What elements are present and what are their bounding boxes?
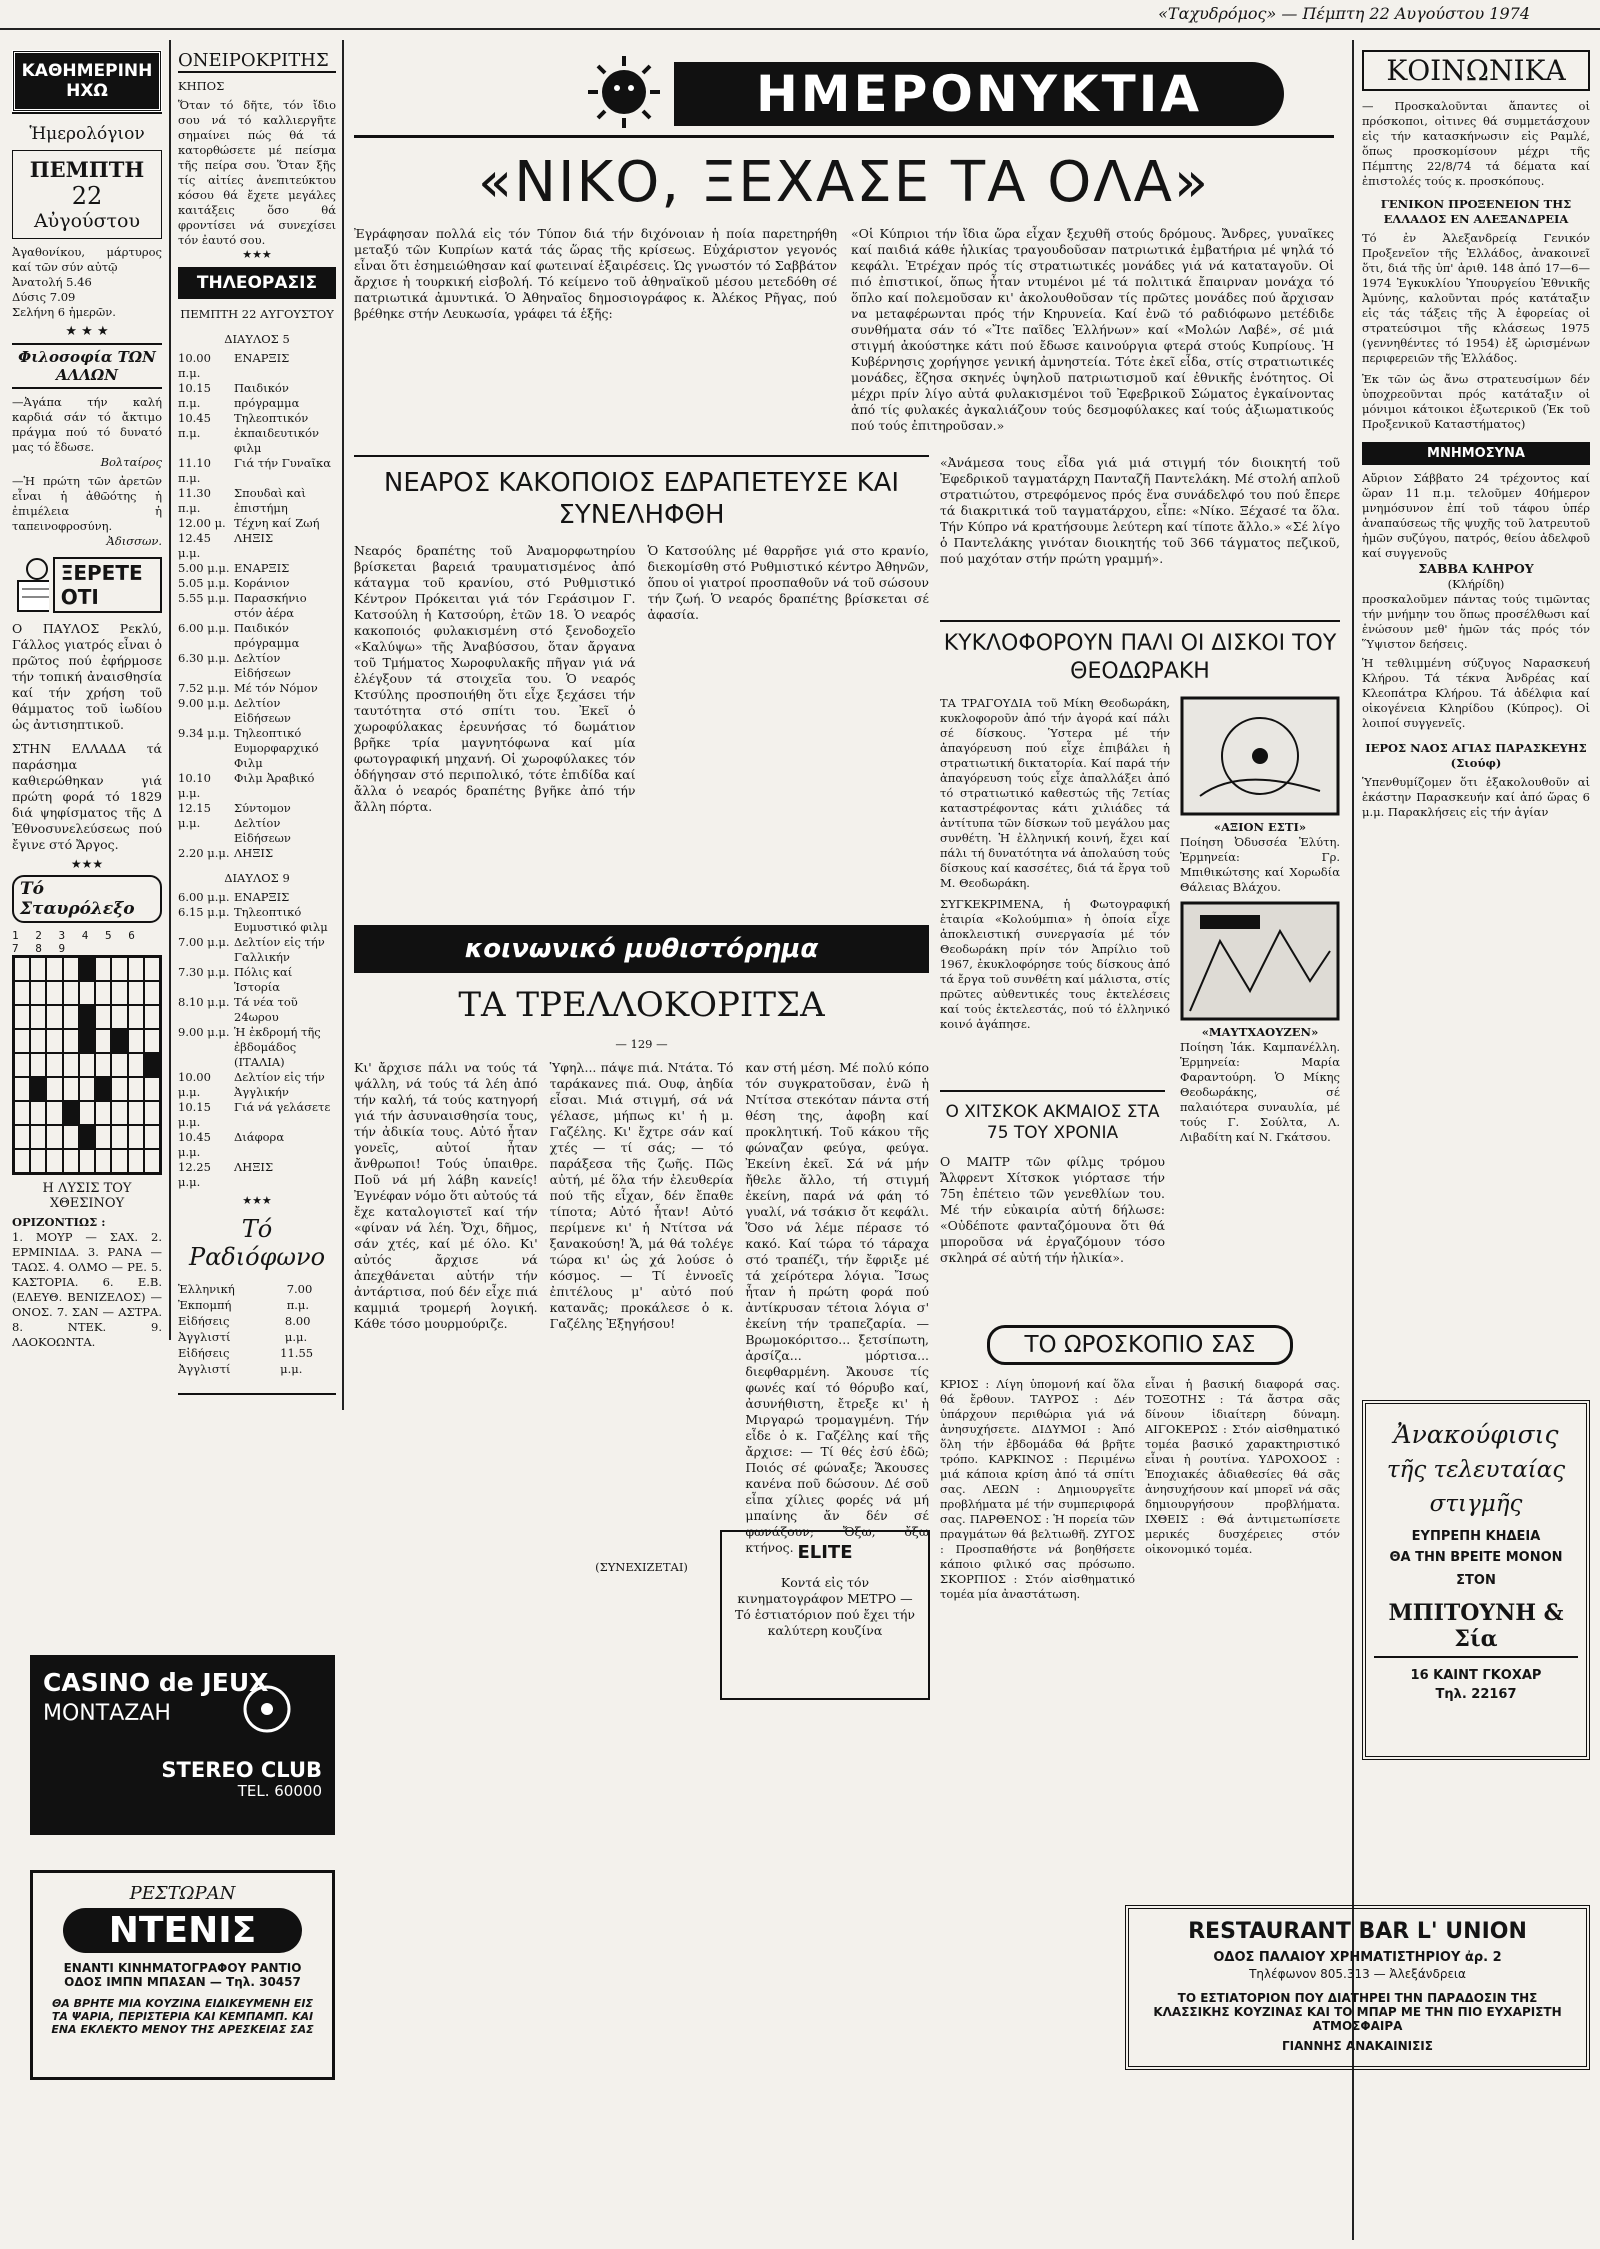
tv-program-row — [178, 935, 336, 965]
almanac-line: Σελήνη 6 ἡμερῶν. — [12, 305, 116, 319]
tv-programs-5 — [178, 351, 336, 861]
sun-moon-icon — [584, 52, 664, 132]
fact: ΣΤΗΝ ΕΛΛΑΔΑ τά παράσημα καθιερώθηκαν γιά πρώτη φορά τό 1829 διά ψηφίσματος τῆς Δ Ἐθνοσυνελεύσεως πού ἔγινε στό Ἄργος. — [12, 741, 162, 852]
denis-ad — [30, 1870, 335, 2080]
discs-images — [1180, 696, 1340, 1145]
radio-name: Ἑλληνική Ἐκπομπή — [178, 1282, 235, 1312]
fact: Ο ΠΑΥΛΟΣ Ρεκλύ, Γάλλος γιατρός εἶναι ὁ πρῶτος πού ἐφήρμοσε τήν τοπική ἀναισθησία καί τήν χρήση τοῦ θάμματος τοῦ ἰωδίου ὡς ἀντισηπτικοῦ. — [12, 621, 162, 732]
music-icon — [212, 1684, 322, 1734]
social-column — [1362, 50, 1590, 1330]
tv-program-row — [178, 890, 336, 905]
program-title: Τά νέα τοῦ 24ωρου — [234, 995, 298, 1024]
funeral-phone: Τηλ. 22167 — [1435, 1687, 1517, 1702]
album-caption: Ποίηση Ὀδυσσέα Ἐλύτη. Ἑρμηνεία: Γρ. Μπιθικώτσης καί Χορωδία Θάλειας Βλάχου. — [1180, 835, 1340, 894]
funeral-line: τῆς τελευταίας — [1386, 1457, 1566, 1483]
funeral-ad — [1362, 1400, 1590, 1760]
tv-program-row — [178, 531, 336, 561]
elite-ad — [720, 1530, 930, 1700]
tv-program-row — [178, 456, 336, 486]
denis-label: ΡΕΣΤΩΡΑΝ — [129, 1883, 236, 1904]
tv-program-row — [178, 696, 336, 726]
social-subtitle: ΓΕΝΙΚΟΝ ΠΡΟΞΕΝΕΙΟΝ ΤΗΣ ΕΛΛΑΔΟΣ ΕΝ ΑΛΕΞΑΝΔΡΕΙΑ — [1380, 197, 1572, 226]
radio-time: 11.55 μ.μ. — [280, 1346, 314, 1376]
casino-ad — [30, 1655, 335, 1835]
tv-program-row — [178, 1025, 336, 1070]
elite-text: Κοντά εἰς τόν κινηματογράφον ΜΕΤΡΟ — Τό ἑστιατόριον πού ἔχει τήν καλύτερη κουζίνα — [734, 1575, 916, 1638]
program-title: ΕΝΑΡΞΙΣ — [234, 561, 290, 575]
denis-phone: ΟΔΟΣ ΙΜΠΝ ΜΠΑΣΑΝ — Τηλ. 30457 — [64, 1975, 301, 1989]
escape-text: Ὁ Κατσούλης μέ θαρρῆσε γιά στο κρανίο, διεκομίσθη στό Ρυθμιστικό κέντρο Ἀθηνῶν, ὅπου οἱ γιατροί προσπαθοῦν νά τοῦ σώσουν τήν ζωή. Ὁ νεαρός δραπέτης βρίσκεται σέ ἀφασία. — [647, 543, 929, 622]
program-time: 12.00 μ. — [178, 516, 226, 530]
novel-episode: — 129 — — [615, 1037, 668, 1051]
discs-text: ΤΑ ΤΡΑΓΟΥΔΙΑ τοῦ Μίκη Θεοδωράκη, κυκλοφοροῦν ἀπό τήν ἀγορά καί πάλι σέ δίσκους. Ὑστερα μέ τήν ἀπαγόρευση πού εἶχε ἐπιβάλει ἡ στρατιωτική δικτατορία. Καί παρά τήν ἀπαγόρευση τούς εἶχε ἀπαλλάξει ἀπό τό στρατιωτικό καθεστώς τῆς 7ετίας καταστρέφοντας κάτι χιλιάδες τά ἀντίτυπα τῶν δίσκων τοῦ μεγάλου μας συνθέτη. Ἡ ἐλληνική κοινή, ἔχει καί πάλι τή δυνατότητα νά ἀπολαύση τούς δίσκους καί κασσέτες, διά τά ἔργα τοῦ Μ. Θεοδωράκη. — [940, 696, 1170, 890]
horizontal-label: ΟΡΙΖΟΝΤΙΩΣ : — [12, 1215, 106, 1229]
album-caption-title: «ΜΑΥΤΧΑΟΥΖΕΝ» — [1201, 1025, 1319, 1039]
program-time: 8.10 μ.μ. — [178, 995, 230, 1009]
horizontal-answers: 1. ΜΟΥΡ — ΣΑΧ. 2. ΕΡΜΙΝΙΔΑ. 3. ΡΑΝΑ — ΤΑΩΣ. 4. ΟΛΜΟ — ΡΕ. 5. ΚΑΣΤΟΡΙΑ. 6. Ε.Β. (ΕΛΕΥΘ. ΒΕΝΙΖΕΛΟΣ) — ΟΝΟΣ. 7. ΣΑΝ — ΑΣΤΡΑ. 8. ΝΤΕΚ. 9. ΛΑΟΚΟΩΝΤΑ. — [12, 1230, 162, 1349]
lead-article — [354, 150, 1334, 500]
reader-illustration-icon — [12, 555, 49, 615]
masthead-title: ΗΜΕΡΟΝΥΚΤΙΑ — [674, 62, 1284, 126]
quote-author: Ἀδισσων. — [106, 534, 162, 548]
deceased-origin: (Κλήρίδη) — [1447, 577, 1505, 591]
horoscope-title: ΤΟ ΩΡΟΣΚΟΠΙΟ ΣΑΣ — [987, 1325, 1293, 1365]
program-title: Παιδικόν πρόγραμμα — [234, 381, 300, 410]
casino-title: CASINO de JEUX — [43, 1668, 269, 1697]
lead-body — [354, 226, 1334, 434]
dateline: «Ταχυδρόμος» — Πέμπτη 22 Αυγούστου 1974 — [1158, 4, 1530, 23]
second-column: ΟΝΕΙΡΟΚΡΙΤΗΣ ΚΗΠΟΣ Ὅταν τό δῆτε, τόν ἴδιο σου νά τό καλλιεργῆτε σημαίνει πώς θά τά κατορθώσετε μέ πείσμα τῆς πείρα σου. Ὅταν ξῆς τίς αἰτίες ἀνεπιτεύκτου κόσου θά ἔχετε μεγάλες καιτάξεις ὅσο θά φροντίσει νά συνεχίσει τόν ἐαυτό σου. ★★★ ΤΗΛΕΟΡΑΣΙΣ ΠΕΜΠΤΗ 22 ΑΥΓΟΥΣΤΟΥ ΔΙΑΥΛΟΣ 5 10.00 π.μ. ΕΝΑΡΞΙΣ 10.15 π.μ. Παιδικόν πρόγραμμα 10.45 π.μ. Τηλεοπτικόν ἐκπαιδευτικόν φιλμ 11.10 π.μ. Γιά τήν Γυναῖκα 11.30 π.μ. Σπουδαὶ καὶ ἐπιστήμη 12.00 μ. Τέχνη καί Ζωή 12.45 μ.μ. ΛΗΞΙΣ 5.00 μ.μ. ΕΝΑΡΞΙΣ 5.05 μ.μ. Κοράνιον 5.55 μ.μ. Παρασκήνιο στόν ἀέρα 6.00 μ.μ. Παιδικόν πρόγραμμα 6.30 μ.μ. Δελτίον Εἰδήσεων 7.52 μ.μ. Μέ τόν Νόμον 9.00 μ.μ. Δελτίον Εἰδήσεων 9.34 μ.μ. Τηλεοπτικό Ευμορφαρχικό Φιλμ 10.10 μ.μ. Φιλμ Ἀραβικό 12.15 μ.μ. Σύντομον Δελτίον Εἰδήσεων 2.20 μ.μ. ΛΗΞΙΣ ΔΙΑΥΛΟΣ 9 6.00 μ.μ. ΕΝΑΡΞΙΣ 6.15 μ.μ. Τηλεοπτικό Ευμυστικό φιλμ 7.00 μ.μ. Δελτίον εἰς τήν Γαλλικήν 7.30 μ.μ. Πόλις καί Ἱστορία 8.10 μ.μ. Τά νέα τοῦ 24ωρου 9.00 μ.μ. Ἡ ἐκδρομή τῆς ἐβδομάδος (ΙΤΑΛΙΑ) 10.00 μ.μ. Δελτίον εἰς τήν Ἀγγλικήν 10.15 μ.μ. Γιά νά γελάσετε 10.45 μ.μ. Διάφορα 12.25 μ.μ. ΛΗΞΙΣ ★★★ Τό Ραδιόφωνο Ἑλληνική Ἐκπομπή 7.00 π.μ. Εἰδήσεις Ἀγγλιστί 8.00 μ.μ. Εἰδήσεις Ἀγγλιστί 11.55 μ.μ. — [178, 50, 336, 1410]
program-title: Γιά νά γελάσετε — [234, 1100, 331, 1114]
radio-row — [178, 1281, 336, 1313]
month-name: Αὐγούστου — [33, 210, 141, 232]
radio-name: Εἰδήσεις Ἀγγλιστί — [178, 1346, 231, 1376]
union-slogan: ΤΟ ΕΣΤΙΑΤΟΡΙΟΝ ΠΟΥ ΔΙΑΤΗΡΕΙ ΤΗΝ ΠΑΡΑΔΟΣΙΝ ΤΗΣ ΚΛΑΣΣΙΚΗΣ ΚΟΥΖΙΝΑΣ ΚΑΙ ΤΟ ΜΠΑΡ ΜΕ ΤΗΝ ΠΙΟ ΕΥΧΑΡΙΣΤΗ ΑΤΜΟΣΦΑΙΡΑ — [1153, 1991, 1562, 2033]
program-title: ΛΗΞΙΣ — [234, 1160, 274, 1174]
elite-name: ELITE — [797, 1542, 853, 1563]
casino-phone: TEL. 60000 — [237, 1782, 322, 1800]
program-time: 10.45 μ.μ. — [178, 1130, 211, 1159]
lead-continuation — [940, 455, 1340, 605]
tv-program-row — [178, 905, 336, 935]
program-title: Σύντομον Δελτίον Εἰδήσεων — [234, 801, 291, 845]
funeral-line: ΘΑ ΤΗΝ ΒΡΕΙΤΕ ΜΟΝΟΝ — [1389, 1550, 1563, 1565]
program-time: 12.25 μ.μ. — [178, 1160, 211, 1189]
funeral-line: στιγμῆς — [1429, 1491, 1523, 1517]
program-title: Δελτίον εἰς τήν Γαλλικήν — [234, 935, 325, 964]
tv-program-row — [178, 965, 336, 995]
tv-program-row — [178, 381, 336, 411]
radio-time: 8.00 μ.μ. — [284, 1314, 311, 1344]
tv-program-row — [178, 411, 336, 456]
dream-title: ΟΝΕΙΡΟΚΡΙΤΗΣ — [178, 50, 336, 73]
funeral-line: Ἀνακούφισις — [1393, 1420, 1559, 1449]
funeral-line: ΕΥΠΡΕΠΗ ΚΗΔΕΙΑ — [1411, 1529, 1541, 1544]
program-time: 10.10 μ.μ. — [178, 771, 211, 800]
mnemosyna-text: Αὔριον Σάββατο 24 τρέχοντος καί ὥραν 11 π.μ. τελοῦμεν 40ήμερον μνημόσυνον ἐπί τοῦ τάφου ὑπέρ ἀναπαύσεως τῆς ψυχῆς τοῦ λατρευτοῦ ἡμῶν συζύγου, πατρός, θείου ἀδελφοῦ καί συγγενοῦς — [1362, 471, 1590, 560]
xerete-label: ΞΕΡΕΤΕ ΟΤΙ — [53, 557, 162, 613]
program-time: 6.30 μ.μ. — [178, 651, 230, 665]
program-time: 10.00 π.μ. — [178, 351, 211, 380]
date-number: 22 — [71, 182, 103, 210]
tv-program-row — [178, 801, 336, 846]
album-caption: Ποίηση Ἰάκ. Καμπανέλλη. Ἑρμηνεία: Μαρία Φαραντούρη. Ὁ Μίκης Θεοδωράκης, σέ παλαιότερα συναυλία, μέ τούς Γ. Σούλτα, Λ. Λιβαδίτη καί Ν. Γκάτσου. — [1180, 1040, 1340, 1144]
union-ad — [1125, 1905, 1590, 2070]
almanac-line: Ἀγαθονίκου, μάρτυρος καί τῶν σύν αὐτῷ — [12, 245, 162, 274]
radio-row — [178, 1345, 336, 1377]
novel-continued: (ΣΥΝΕΧΙΖΕΤΑΙ) — [595, 1560, 688, 1574]
xerete-header — [12, 555, 162, 615]
social-text: Τό ἐν Ἀλεξανδρείᾳ Γενικόν Προξενεῖον τῆς Ἑλλάδος, ἀνακοινεῖ ὅτι, διά τῆς ὑπ' ἀριθ. 148 ἀπό 17—6—1974 Ἐγκυκλίου Ὑπουργείου Ἐθνικῆς Ἀμύνης, καλοῦνται πρός κατάταξιν εἰς τάς τάξεις τῆς Ἀ ἐφορείας οἱ στρατεύσιμοι τῆς κλάσεως 1975 (γεννηθέντες τό 1954) ἐξ ὡρισμένων περιφερειῶν τῆς Ἑλλάδος. — [1362, 231, 1590, 365]
denis-slogan: ΘΑ ΒΡΗΤΕ ΜΙΑ ΚΟΥΖΙΝΑ ΕΙΔΙΚΕΥΜΕΝΗ ΕΙΣ ΤΑ ΨΑΡΙΑ, ΠΕΡΙΣΤΕΡΙΑ ΚΑΙ ΚΕΜΠΑΜΠ. ΚΑΙ ΕΝΑ ΕΚΛΕΚΤΟ ΜΕΝΟΥ ΤΗΣ ΑΡΕΣΚΕΙΑΣ ΣΑΣ — [51, 1997, 314, 2036]
almanac-line: Ἀνατολή 5.46 — [12, 275, 92, 289]
masthead — [354, 48, 1334, 138]
tv-program-row — [178, 726, 336, 771]
funeral-line: ΣΤΟΝ — [1456, 1573, 1496, 1588]
program-time: 7.00 μ.μ. — [178, 935, 230, 949]
lead-text: Ἐγράφησαν πολλά εἰς τόν Τύπον διά τήν διχόνοιαν ἡ ποία παρετηρήθη μεταξύ τῶν Κυπρίων κατά τάς ὥρας τῆς κρίσεως. Εὐχάριστον γεγονός εἶναι ὅτι ἐσημειώθησαν καί φωτειναί ἐξαιρέσεις. Ὡς γνωστόν τό Σαββάτον ἄρχισε ἡ τουρκική εἰσβολή. Τό κείμενο τοῦ ἀθηναϊκοῦ μέσου μετεδόθη σέ πατριωτικά ἀμυντικά. Ὁ Ἀθηναῖος δημοσιογράφος κ. Ἀλέκος Ρῆγας, πού βρέθηκε στήν Λευκωσία, γράφει τά ἑξῆς: — [354, 226, 837, 321]
horoscope-text: εἶναι ἡ βασική διαφορά σας. ΤΟΞΟΤΗΣ : Τά ἄστρα σᾶς δίνουν ἰδιαίτερη δύναμη. ΑΙΓΟΚΕΡΩΣ : Στόν αἰσθηματικό τομέα βασικό χαρακτηριστικό εἶναι ἡ ρουτίνα. ΥΔΡΟΧΟΟΣ : Ἐποχιακές ἀδιαθεσίες θά σᾶς ἀνησυχήσουν καί μπορεῖ νά σᾶς δημιουργήσουν προβλήματα. ΙΧΘΕΙΣ : Θά ἀντιμετωπίσετε μερικές δυσχέρειες στόν οἰκονομικό τομέα. — [1145, 1377, 1340, 1556]
left-column: ΚΑΘΗΜΕΡΙΝΗ ΗΧΩ Ἡμερολόγιον ΠΕΜΠΤΗ 22 Αὐγούστου Ἀγαθονίκου, μάρτυρος καί τῶν σύν αὐτῷ Ἀνατολή 5.46 Δύσις 7.09 Σελήνη 6 ἡμερῶν. ★ ★ ★ Φιλοσοφία ΤΩΝ ΑΛΛΩΝ —Ἀγάπα τήν καλή καρδιά σάν τό ἄκτιμο πράγμα πού τό δυνατό μας τό ἔδωσε. Βολταίρος —Ἡ πρώτη τῶν ἀρετῶν εἶναι ἡ ἀθῶότης ἡ ἐπιμέλεια ἡ ταπεινοφροσύνη. Ἀδισσων. ΞΕΡΕΤΕ ΟΤΙ Ο ΠΑΥΛΟΣ Ρεκλύ, Γάλλος γιατρός εἶναι ὁ πρῶτος πού ἐφήρμοσε τήν τοπική ἀναισθησία καί τήν χρήση τοῦ θάμματος τοῦ ἰωδίου ὡς ἀντισηπτικοῦ. ΣΤΗΝ ΕΛΛΑΔΑ τά παράσημα καθιερώθηκαν γιά πρώτη φορά τό 1829 διά ψηφίσματος τῆς Δ Ἐθνοσυνελεύσεως πού ἔγινε στό Ἄργος. ★★★ Τό Σταυρόλεξο 1 2 3 4 5 6 7 8 9 Η ΛΥΣΙΣ ΤΟΥ ΧΘΕΣΙΝΟΥ ΟΡΙΖΟΝΤΙΩΣ : 1. ΜΟΥΡ — ΣΑΧ. 2. ΕΡΜΙΝΙΔΑ. 3. ΡΑΝΑ — ΤΑΩΣ. 4. ΟΛΜΟ — ΡΕ. 5. ΚΑΣΤΟΡΙΑ. 6. Ε.Β. (ΕΛΕΥΘ. ΒΕΝΙΖΕΛΟΣ) — ΟΝΟΣ. 7. ΣΑΝ — ΑΣΤΡΑ. 8. ΝΤΕΚ. 9. ΛΑΟΚΟΩΝΤΑ. — [12, 50, 162, 1350]
novel-text: καν στή μέση. Μέ πολύ κόπο τόν συγκρατοῦσαν, ἐνῶ ἡ Ντίτσα στεκόταν πάντα στή θέση της, ἀφοβη καί προκλητική. Τοῦ κάκου τῆς φώναζαν φεύγα, φεύγα. Ἐκείνη ἐκεῖ. Σά νά μήν ἤθελε ἄλλο, τή στιγμή ἐκείνη, παρά νά φάη τό γυαλί, νά τσάκισ ὄτ κεφάλι. Ὅσο νά λέμε πέρασε τό κακό. Καί τώρα τό τάραχα στό τραπέζι, τήν ἔφριξε μέ τά χείρότερα λόγια. Ἴσως ἦταν ἡ πρώτη φορά πού ἀντίκρυσαν τέτοια λόγια σ' ἐκείνη τήν τραπεζαρία. — Βρωμοκόριτσο... ξετσίπωτη, ἀρσίζα... μόρτισα... διεφθαρμένη. Ἄκουσε τίς φωνές καί τό θόρυβο καί, ἀσυνήθιστη, ἔτρεξε κι' ἡ Μιργαρώ τρομαγμένη. Τήν εἶδε ὁ κ. Γαζέλης καί τῆς ἄρχισε: — Τί θές ἐσύ ἐδῶ; Ποιός σέ φώναξε; Ἄκουσες κανένα ποῦ δώσουν. Δέ σοῦ εἶπα χίλιες φορές νά μή μπαίνης ἄν δέν σέ φωνάζουν; Ὄξω, ὄξω κτήνος. — [745, 1060, 930, 1555]
program-time: 10.45 π.μ. — [178, 411, 211, 440]
church-text: Ὑπενθυμίζομεν ὅτι ἑξακολουθοῦν αἱ ἑκάστην Παρασκευήν καί ἀπό ὥρας 6 μ.μ. Παρακλήσεις εἰς τήν ἁγίαν — [1362, 775, 1590, 819]
program-time: 10.15 μ.μ. — [178, 1100, 211, 1129]
program-title: Τέχνη καί Ζωή — [234, 516, 320, 530]
program-time: 6.00 μ.μ. — [178, 621, 230, 635]
quote: —Ἀγάπα τήν καλή καρδιά σάν τό ἄκτιμο πράγμα πού τό δυνατό μας τό ἔδωσε. — [12, 395, 162, 454]
program-title: Παιδικόν πρόγραμμα — [234, 621, 300, 650]
crossword-title: Τό Σταυρόλεξο — [12, 875, 162, 923]
union-name: RESTAURANT BAR L' UNION — [1188, 1919, 1527, 1944]
album-cover-image — [1180, 901, 1340, 1021]
social-text: — Προσκαλοῦνται ἅπαντες οἱ πρόσκοποι, οἱτινες θά συμμετάσχουν εἰς τήν κατασκήνωσιν εἰς Ραμλέ, ὅπως προσκομίσουν μέχρι τῆς Πέμπτης 22/8/74 τά δέματα καί ἐπιστολές τούς κ. προσκόπους. — [1362, 99, 1590, 188]
philosophy-title: Φιλοσοφία ΤΩΝ ΑΛΛΩΝ — [12, 343, 162, 389]
album-cover-image — [1180, 696, 1340, 816]
tv-program-row — [178, 1100, 336, 1130]
mnemosyna-text: προσκαλοῦμεν πάντας τούς τιμῶντας τήν μνήμην του ὅπως προσέλθωσι καί ἑνώσουν μεθ' ἡμῶν τάς πρός τόν Ὕψιστον δεήσεις. — [1362, 592, 1590, 651]
escape-article — [354, 455, 929, 915]
union-phone: Τηλέφωνον 805.313 — Ἀλεξάνδρεια — [1249, 1967, 1466, 1981]
program-time: 7.52 μ.μ. — [178, 681, 230, 695]
program-title: Κοράνιον — [234, 576, 290, 590]
program-title: Τηλεοπτικό Ευμορφαρχικό Φιλμ — [234, 726, 319, 770]
program-time: 9.00 μ.μ. — [178, 696, 230, 710]
tv-program-row — [178, 351, 336, 381]
date-box — [12, 150, 162, 239]
tv-program-row — [178, 1160, 336, 1190]
novel-title: ΤΑ ΤΡΕΛΛΟΚΟΡΙΤΣΑ — [458, 985, 825, 1025]
program-title: Δελτίον Εἰδήσεων — [234, 651, 291, 680]
denis-address: ΕΝΑΝΤΙ ΚΙΝΗΜΑΤΟΓΡΑΦΟΥ ΡΑΝΤΙΟ — [63, 1961, 302, 1975]
lead-text: «Οἱ Κύπριοι τήν ἴδια ὥρα εἶχαν ξεχυθῆ στούς δρόμους. Ἄνδρες, γυναῖκες καί παιδιά κάθε ἡλικίας τραγουδοῦσαν πατριωτικά ἐμβατήρια μέ ψηλά τό κεφάλι. Ἐτρέχαν πρός τίς στρατιωτικές μονάδες γιά νά καταταγοῦν. Οἱ πιό ἐπιστικοί, ὅπως ἦταν ντυμένοι μέ τά πολιτικά ἔπαιρναν μονάχα τό ὅπλο καί πολεμοῦσαν κι' ἀκολουθοῦσαν τίς πρῶτες μονάδες πού ἄρχισαν να μεταφέρωνται πρός τήν Κηρυνεία. Καί ἐνῶ τό ραδιόφωνο μετέδιδε συνθήματα σάν τό «Ἴτε παῖδες Ἑλλήνων» καί «Μολών Λαβέ», σέ μιά στιγμή ἀκούστηκε κάτι πού ἔδωσε καινούργια φτερά στούς Κυπρίους. Ἡ Κυβέρνησις χορήγησε γενική ἀμνηστεία. Τότε ἐκεῖ εἶδα, στίς στρατιωτικές μονάδες, ἔζησα σκηνές ὑψηλοῦ πατριωτισμοῦ καί ἐθνικῆς ἑνότητος. Οἱ μέχρι πρίν λίγο αὐτά φυλακισμένοι τοῦ Ἐφεβρικοῦ Σώματος ἐγκαίνοντας ἀπό τίς φυλακές ἀγκαλιάζουν τούς δεσμοφύλακες καί τούς ἀξιωματικούς πού τούς ἐπιτηροῦσαν.» — [851, 226, 1334, 433]
program-time: 12.15 μ.μ. — [178, 801, 211, 830]
program-title: Ἡ ἐκδρομή τῆς ἐβδομάδος (ΙΤΑΛΙΑ) — [234, 1025, 321, 1069]
almanac-line: Δύσις 7.09 — [12, 290, 76, 304]
dream-text: Ὅταν τό δῆτε, τόν ἴδιο σου νά τό καλλιεργῆτε σημαίνει πώς θά τά κατορθώσετε μέ πείσμα τῆς πείρα σου. Ὅταν ξῆς τίς αἰτίες ἀνεπιτεύκτου κόσου θά ἔχετε μεγάλες καιτάξεις ὅσο θά φροντίσει νά συνεχίσει τόν ἐαυτό σου. — [178, 98, 336, 247]
program-time: 5.05 μ.μ. — [178, 576, 230, 590]
day-name: ΠΕΜΠΤΗ — [29, 157, 145, 182]
radio-row — [178, 1313, 336, 1345]
dream-keyword: ΚΗΠΟΣ — [178, 79, 225, 93]
social-title: ΚΟΙΝΩΝΙΚΑ — [1362, 50, 1590, 91]
radio-time: 7.00 π.μ. — [286, 1282, 313, 1312]
program-title: Πόλις καί Ἱστορία — [234, 965, 293, 994]
crossword-numbers: 1 2 3 4 5 6 7 8 9 — [12, 929, 140, 955]
novel-section — [354, 925, 929, 1885]
program-title: ΛΗΞΙΣ — [234, 846, 274, 860]
horoscope-text: ΚΡΙΟΣ : Λίγη ὑπομονή καί ὅλα θά ἔρθουν. ΤΑΥΡΟΣ : Δέν ὑπάρχουν περιθώρια γιά νά ἀνησυχήσετε. ΔΙΔΥΜΟΙ : Ἀπό ὅλη τήν ἑβδομάδα θά βρῆτε τρόπο. ΚΑΡΚΙΝΟΣ : Περιμένω μιά κάποια κρίση ἀπό τά σπίτι σας. ΛΕΩΝ : Δημιουργεῖτε προβλήματα μέ τήν συμπεριφορά σας. ΠΑΡΘΕΝΟΣ : Ἡ πορεία τῶν πραγμάτων θά βελτιωθῆ. ΖΥΓΟΣ : Προσπαθήστε νά βοηθήσετε κάποιο φιλικό σας πρόσωπο. ΣΚΟΡΠΙΟΣ : Στόν αἰσθηματικό τομέα μία ἀναστάτωση. — [940, 1377, 1135, 1601]
column-rule — [169, 40, 171, 1340]
radio-name: Εἰδήσεις Ἀγγλιστί — [178, 1314, 231, 1344]
escape-text: Νεαρός δραπέτης τοῦ Ἀναμορφωτηρίου βρίσκεται βαρειά τραυματισμένος ἀπό κάταγμα τοῦ κρανίου, στό Ρυθμιστικό Κέντρον Πρόκειται γιά τόν Γεράσιμον Γ. Κατσούλη ἡ Κατσούρη, ἐτῶν 18. Ὁ νεαρός κακοποιός φυλακισμένη στό ξενοδοχεῖο «Καλύψω» τῆς Ἀναβύσσου, ὅταν ἄργανα τοῦ Τμήματος Χωροφυλακῆς πῆγαν γιά νά ἐλέγξουν τά στοιχεῖα του. Ὁ νεαρός Κτσύλης προσποιήθη ὅτι εἶχε ξεχάσει τήν ταυτότητα στό σπίτι του. Ἐκεῖ ὁ χωροφύλακας ἐρευνήσας τό δωμάτιον βρῆκε τρία μαγνητόφωνα καί μία φωτογραφική μηχανή. Οἱ χωροφύλακες τόν ὁδήγησαν στό περιπολικό, τότε ἐπιδίδα καί ἄλλα ὁ νεαρός δραπέτης βγῆκε ἀπό τήν ἄλλη πόρτα. — [354, 543, 636, 814]
tv-program-row — [178, 1070, 336, 1100]
program-time: 12.45 μ.μ. — [178, 531, 211, 560]
program-title: Μέ τόν Νόμον — [234, 681, 318, 695]
radio-list — [178, 1281, 336, 1377]
program-title: Δελτίον Εἰδήσεων — [234, 696, 291, 725]
union-owner: ΓΙΑΝΝΗΣ ΑΝΑΚΑΙΝΙΣΙΣ — [1282, 2039, 1433, 2053]
novel-text: Κι' ἄρχισε πάλι να τούς τά ψάλλη, νά τούς τά λέη ἀπό τήν καλή, τά τούς κατηγορή γιά τήν ἀσυναισθησία τους, τήν ἀδικία τους. Αὐτό ἦταν γονεῖς, αὐτοί ἦταν ἄνθρωποι! Τούς ὑπαιθρε. Ποῦ νά μή λάβη κανείς! Ἐγνέφαν νόμο ὅτι αὐτούς τά ἔχε καταλογιστεῖ καί τήν «φίναν νά λέη. Ὄχι, δῆμος, σάν χτές, καί μέ όλο. Κι' αὐτός ἄρχισε νά ἀπεχθάνεται αὐτήν τήν ἀντάρτισα, πού δέν εἶχε πιά καμμιά τρομερή λογική. Κάθε τόσο μουρμούριζε. — [354, 1060, 538, 1331]
tv-date: ΠΕΜΠΤΗ 22 ΑΥΓΟΥΣΤΟΥ — [180, 307, 334, 321]
novel-text: Ὑφηλ... πάψε πιά. Ντάτα. Τό ταράκανες πιά. Ουφ, ἀηδία εἶσαι. Μιά στιγμή, σά νά γέλασε, μήπως κι' ἡ μ. Γαζέλης. Κι' ἔχτρε σάν καί χτές — τί σάς; — τό παράξεσα τῆς ζωῆς. Πῶς αὐτή, μέ ὅλα τήν ἐλευθερία πού τῆς εἶχαν, δέν ἔπαθε τίποτα; Αὐτό ἦταν! Αὐτό περίμενε κι' ἡ Ντίτσα νά ξανακούση! Ἄ, μά θά τολέγε τώρα κι' ὡς χά λούσε ὁ κόσμος. — Τί ἐννοεῖς ἐπιτέλους μ' αὐτό πού κατανᾶς; προκάλεσε ὁ κ. Γαζέλης Ἐξηγήσου! — [549, 1060, 734, 1331]
social-text: Ἐκ τῶν ὡς ἄνω στρατευσίμων δέν ὑποχρεοῦνται πρός κατάταξιν οἱ μόνιμοι κάτοικοι ἐξωτερικοῦ (Ἐκ τοῦ Προξενικοῦ Καταστήματος) — [1362, 372, 1590, 431]
horoscope-section — [940, 1325, 1340, 1915]
casino-club: STEREO CLUB — [161, 1758, 322, 1782]
tv-title: ΤΗΛΕΟΡΑΣΙΣ — [178, 267, 336, 299]
channel-5: ΔΙΑΥΛΟΣ 5 — [224, 332, 290, 346]
tv-program-row — [178, 591, 336, 621]
hitchcock-headline: Ο ΧΙΤΣΚΟΚ ΑΚΜΑΙΟΣ ΣΤΑ 75 ΤΟΥ ΧΡΟΝΙΑ — [945, 1102, 1160, 1143]
lead-text: «Ἀνάμεσα τους εἶδα γιά μιά στιγμή τόν διοικητή τοῦ Ἐφεδρικοῦ ταγματάρχη Πανταζῆ Παντελάκη. Μέ στολή απλοῦ στρατιώτου, στρεφόμενος πρός ἕνα συνάδελφό του πού ἔπερε τά διακριτικά τοῦ ταγματάρχου, εἶπε: «Νίκο. Ξέχασέ τα ὅλα. Τήν Κύπρο νά κρατήσουμε λεύτερη καί τίποτε ἄλλο.» «Σέ λίγο ὁ Παντελάκης γινόταν διοικητής τοῦ 366 τάγματος πεζικοῦ, πού μαχόταν στήν πρώτη γραμμή». — [940, 455, 1340, 566]
quote: —Ἡ πρώτη τῶν ἀρετῶν εἶναι ἡ ἀθῶότης ἡ ἐπιμέλεια ἡ ταπεινοφροσύνη. — [12, 474, 162, 533]
church-title: ΙΕΡΟΣ ΝΑΟΣ ΑΓΙΑΣ ΠΑΡΑΣΚΕΥΗΣ (Σιούφ) — [1365, 741, 1587, 770]
program-time: 9.00 μ.μ. — [178, 1025, 230, 1039]
solution-title: Η ΛΥΣΙΣ ΤΟΥ ΧΘΕΣΙΝΟΥ — [42, 1181, 132, 1211]
tv-program-row — [178, 995, 336, 1025]
tv-program-row — [178, 576, 336, 591]
radio-title: Τό Ραδιόφωνο — [188, 1215, 326, 1271]
program-time: 9.34 μ.μ. — [178, 726, 230, 740]
novel-kicker: κοινωνικό μυθιστόρημα — [354, 925, 929, 973]
tv-program-row — [178, 1130, 336, 1160]
program-title: Δελτίον εἰς τήν Ἀγγλικήν — [234, 1070, 325, 1099]
program-time: 5.55 μ.μ. — [178, 591, 230, 605]
program-time: 5.00 μ.μ. — [178, 561, 230, 575]
program-title: Σπουδαὶ καὶ ἐπιστήμη — [234, 486, 306, 515]
top-bar — [0, 0, 1600, 30]
program-title: Διάφορα — [234, 1130, 285, 1144]
quote-author: Βολταίρος — [100, 455, 162, 469]
discs-text-column — [940, 696, 1170, 1145]
program-title: Φιλμ Ἀραβικό — [234, 771, 315, 785]
funeral-address: 16 ΚΑΙΝΤ ΓΚΟΧΑΡ — [1410, 1668, 1542, 1683]
channel-9: ΔΙΑΥΛΟΣ 9 — [224, 871, 290, 885]
tv-program-row — [178, 651, 336, 681]
funeral-company: ΜΠΙΤΟΥΝΗ & Σία — [1374, 1600, 1578, 1658]
tv-program-row — [178, 561, 336, 576]
program-title: Παρασκήνιο στόν ἀέρα — [234, 591, 307, 620]
tv-programs-9 — [178, 890, 336, 1190]
lead-headline: «ΝΙΚΟ, ΞΕΧΑΣΕ ΤΑ ΟΛΑ» — [477, 150, 1211, 215]
program-time: 7.30 μ.μ. — [178, 965, 230, 979]
program-title: Τηλεοπτικό Ευμυστικό φιλμ — [234, 905, 328, 934]
almanac — [12, 245, 162, 320]
column-rule — [342, 40, 344, 1410]
tv-program-row — [178, 516, 336, 531]
mnemosyna-signatures: Ἡ τεθλιμμένη σύζυγος Ναρασκευή Κλήρου. Τά τέκνα Ἀνδρέας καί Κλεοπάτρα Κλήρου. Τά ἀδέλφια καί οἰκογένεια Κληρίδου (Κύπρος). Οἱ λοιποί συγγενεῖς. — [1362, 656, 1590, 730]
tv-program-row — [178, 771, 336, 801]
crossword-grid — [12, 955, 162, 1175]
program-title: Γιά τήν Γυναῖκα — [234, 456, 331, 470]
hitchcock-article — [940, 1090, 1165, 1320]
union-address: ΟΔΟΣ ΠΑΛΑΙΟΥ ΧΡΗΜΑΤΙΣΤΗΡΙΟΥ ἀρ. 2 — [1213, 1950, 1502, 1965]
program-time: 11.10 π.μ. — [178, 456, 211, 485]
discs-text: ΣΥΓΚΕΚΡΙΜΕΝΑ, ἡ Φωτογραφική ἑταιρία «Κολούμπια» ἡ ὁποία εἶχε ἀποκλειστική συνεργασία μέ τόν Θεοδωράκη πρίν τόν Ἀπρίλιο τοῦ 1967, ἐκυκλοφόρησε τούς δίσκους ἀπό τά ἔργα τοῦ συνθέτη καί μάλιστα, στίς πρῶτες αὐθεντικές τους ἐκτελέσεις καί τούς ἐκτελεστάς, πού τό ἑλληνικό κοινό ἀγάπησε. — [940, 897, 1170, 1031]
program-time: 10.00 μ.μ. — [178, 1070, 211, 1099]
program-time: 6.00 μ.μ. — [178, 890, 230, 904]
program-time: 2.20 μ.μ. — [178, 846, 230, 860]
program-title: ΕΝΑΡΞΙΣ — [234, 890, 290, 904]
mnemosyna-title: ΜΝΗΜΟΣΥΝΑ — [1362, 442, 1590, 465]
program-time: 10.15 π.μ. — [178, 381, 211, 410]
program-time: 11.30 π.μ. — [178, 486, 211, 515]
tv-program-row — [178, 681, 336, 696]
discs-headline: ΚΥΚΛΟΦΟΡΟΥΝ ΠΑΛΙ ΟΙ ΔΙΣΚΟΙ ΤΟΥ ΘΕΟΔΩΡΑΚΗ — [943, 631, 1337, 684]
section-title: ΚΑΘΗΜΕΡΙΝΗ ΗΧΩ — [12, 50, 162, 112]
calendar-label: Ἡμερολόγιον — [29, 124, 145, 144]
album-caption-title: «ΑΞΙΟΝ ΕΣΤΙ» — [1213, 820, 1307, 834]
denis-name: ΝΤΕΝΙΣ — [63, 1908, 302, 1953]
casino-place: ΜΟΝΤΑΖΑΗ — [43, 1701, 171, 1726]
deceased-name: ΣΑΒΒΑ ΚΛΗΡΟΥ — [1418, 561, 1534, 576]
program-title: ΕΝΑΡΞΙΣ — [234, 351, 290, 365]
tv-program-row — [178, 621, 336, 651]
tv-program-row — [178, 486, 336, 516]
hitchcock-text: Ο ΜΑΙΤΡ τῶν φίλμς τρόμου Ἄλφρεντ Χίτσκοκ γιόρτασε τήν 75η ἐπέτειο τῶν γενεθλίων του. Μέ τήν εὐκαιρία αὐτή δήλωσε: «Οὐδέποτε φανταζόμουνα ὅτι θά μποροῦσα νά ἐργαζόμουν τόσο σκληρά σέ αὐτή τήν ἡλικία». — [940, 1154, 1165, 1265]
program-time: 6.15 μ.μ. — [178, 905, 230, 919]
tv-program-row — [178, 846, 336, 861]
program-title: Τηλεοπτικόν ἐκπαιδευτικόν φιλμ — [234, 411, 320, 455]
escape-headline: ΝΕΑΡΟΣ ΚΑΚΟΠΟΙΟΣ ΕΔΡΑΠΕΤΕΥΣΕ ΚΑΙ ΣΥΝΕΛΗΦΘΗ — [383, 468, 900, 530]
program-title: ΛΗΞΙΣ — [234, 531, 274, 545]
